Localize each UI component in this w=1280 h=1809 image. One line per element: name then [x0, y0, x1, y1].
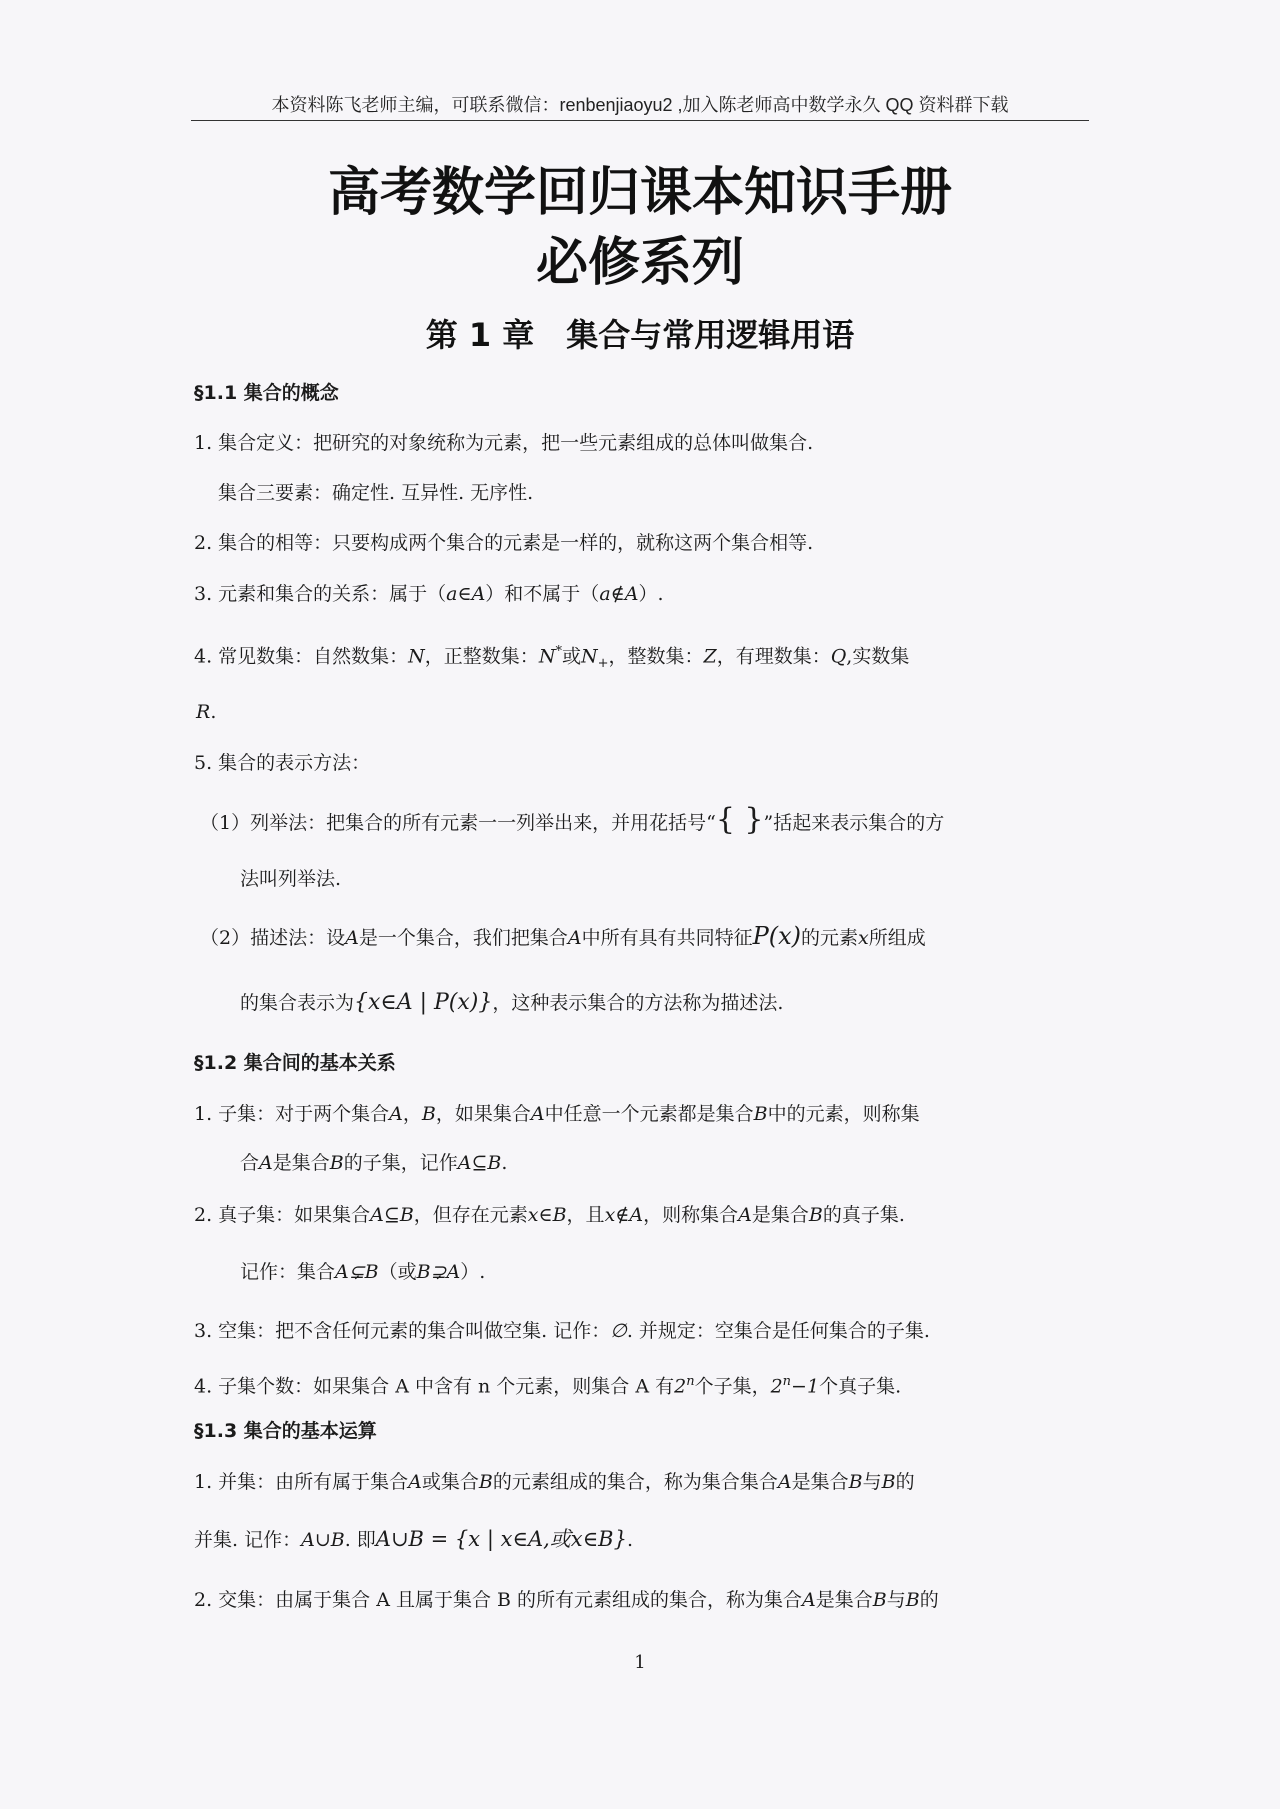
- book-title: 高考数学回归课本知识手册: [327, 163, 952, 223]
- paragraph-element-relation: 3. 元素和集合的关系：属于（a∈A）和不属于（a∉A）.: [194, 583, 664, 605]
- paragraph-intersection: 2. 交集：由属于集合 A 且属于集合 B 的所有元素组成的集合，称为集合A是集合B与B的: [194, 1589, 939, 1611]
- math-Q: Q: [830, 645, 847, 668]
- math-Px: P(x): [752, 922, 802, 950]
- paragraph-empty-set: 3. 空集：把不含任何元素的集合叫做空集. 记作：∅. 并规定：空集合是任何集合的子集.: [194, 1320, 930, 1342]
- paragraph-proper-subset-2: 记作：集合A⊊B（或B⊋A）.: [240, 1261, 486, 1283]
- math-R: R: [196, 701, 211, 723]
- paragraph-set-definition: 1. 集合定义：把研究的对象统称为元素，把一些元素组成的总体叫做集合.: [194, 432, 814, 454]
- paragraph-subset: 1. 子集：对于两个集合A，B，如果集合A中任意一个元素都是集合B中的元素，则称集: [194, 1103, 920, 1125]
- paragraph-representation: 5. 集合的表示方法：: [194, 752, 371, 774]
- paragraph-proper-subset: 2. 真子集：如果集合A⊆B，但存在元素x∈B，且x∉A，则称集合A是集合B的真子集.: [194, 1204, 905, 1226]
- math-N: N: [408, 645, 425, 668]
- section-heading-1-3: §1.3 集合的基本运算: [194, 1420, 377, 1442]
- math-union-def: A∪B = {x | x∈A,或x∈B}: [375, 1527, 627, 1551]
- math-Z: Z: [703, 645, 717, 668]
- math-set-builder: {x∈A | P(x)}: [354, 990, 493, 1015]
- paragraph-enumeration-2: 法叫列举法.: [240, 868, 342, 890]
- math-proper-subset: A⊊B: [335, 1261, 379, 1283]
- paragraph-description-2: 的集合表示为{x∈A | P(x)}，这种表示集合的方法称为描述法.: [240, 990, 784, 1015]
- page-header: 本资料陈飞老师主编，可联系微信：renbenjiaoyu2 ,加入陈老师高中数学永久 QQ 资料群下载: [191, 90, 1089, 121]
- paragraph-common-sets: 4. 常见数集：自然数集：N，正整数集：N*或$N_+$，整数集：Z，有理数集：Q,实数集: [194, 644, 910, 672]
- paragraph-enumeration: （1）列举法：把集合的所有元素一一列举出来，并用花括号“{ }”括起来表示集合的方: [200, 802, 945, 837]
- chapter-title: 第 1 章 集合与常用逻辑用语: [425, 316, 855, 354]
- section-heading-1-1: §1.1 集合的概念: [194, 382, 339, 404]
- math-empty-set: ∅: [610, 1320, 627, 1342]
- math-N-star: N: [538, 645, 556, 668]
- math-belongs: a∈A: [446, 583, 486, 605]
- math-not-belongs: a∉A: [599, 583, 639, 605]
- math-braces: { }: [715, 802, 764, 837]
- paragraph-set-elements: 集合三要素：确定性. 互异性. 无序性.: [218, 482, 534, 504]
- paragraph-union-2: 并集. 记作：A∪B. 即A∪B = {x | x∈A,或x∈B}.: [194, 1527, 634, 1551]
- paragraph-union: 1. 并集：由所有属于集合A或集合B的元素组成的集合，称为集合集合A是集合B与B的: [194, 1471, 915, 1493]
- math-proper-superset: B⊋A: [416, 1261, 461, 1283]
- book-subtitle: 必修系列: [535, 233, 744, 293]
- paragraph-set-equality: 2. 集合的相等：只要构成两个集合的元素是一样的，就称这两个集合相等.: [194, 532, 814, 554]
- paragraph-real-set: R.: [196, 701, 217, 723]
- paragraph-description: （2）描述法：设A是一个集合，我们把集合A中所有具有共同特征P(x)的元素x所组成: [200, 922, 926, 950]
- math-union: A∪B: [301, 1529, 345, 1551]
- math-N-plus: N: [580, 645, 598, 668]
- math-subset: A⊆B: [457, 1152, 502, 1174]
- page-number: 1: [634, 1652, 646, 1673]
- paragraph-subset-2: 合A是集合B的子集，记作A⊆B.: [240, 1152, 508, 1174]
- paragraph-subset-count: 4. 子集个数：如果集合 A 中含有 n 个元素，则集合 A 有2$^n$个子集，$2^n-1$个真子集.: [194, 1374, 902, 1398]
- section-heading-1-2: §1.2 集合间的基本关系: [194, 1052, 396, 1074]
